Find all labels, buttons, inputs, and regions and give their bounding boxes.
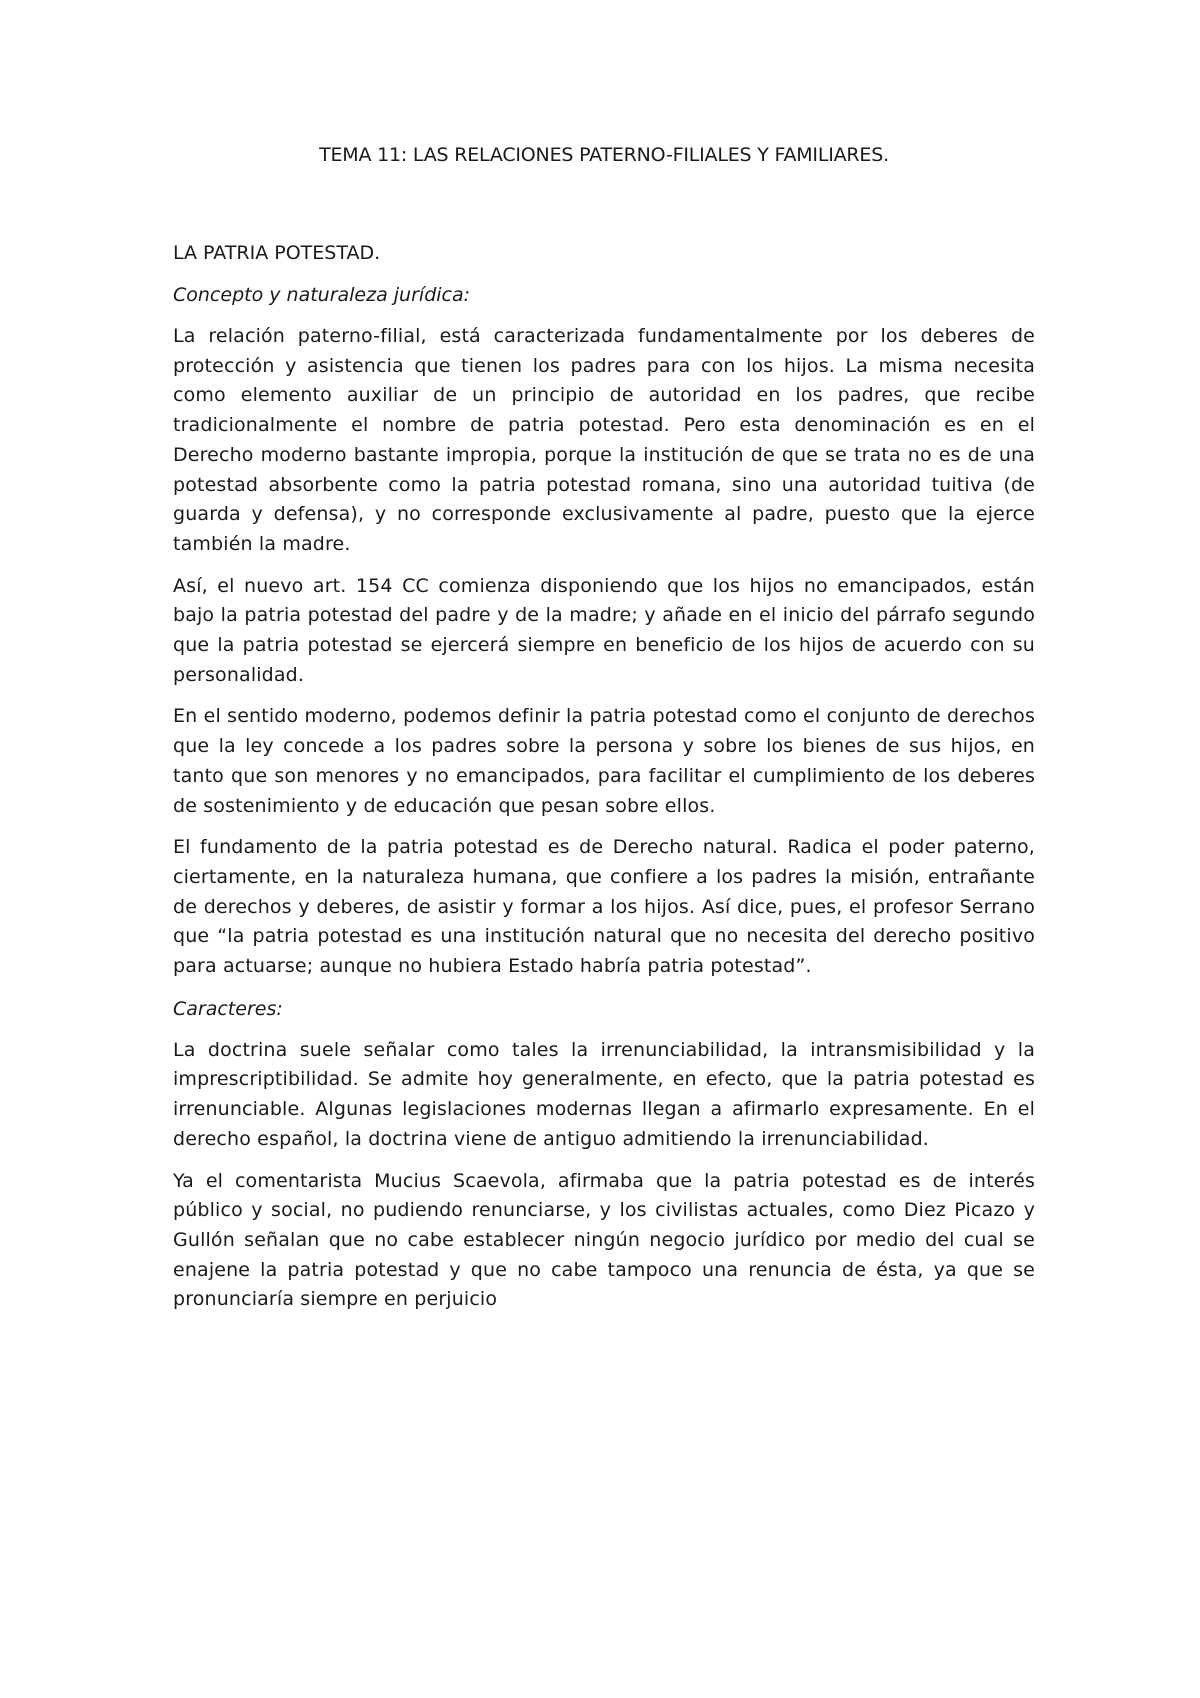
section-title: LA PATRIA POTESTAD.: [173, 242, 381, 264]
paragraph: Ya el comentarista Mucius Scaevola, afirmaba que la patria potestad es de interés público y social, no pudiendo renunciarse, y los civilistas actuales, como Diez Picazo y Gullón señalan que no cabe establecer ningún negocio jurídico por medio del cual se enajene la patria potestad y que no cabe tampoco una renuncia de ésta, ya que se pronunciaría siempre en perjuicio: [173, 1169, 1035, 1311]
subheading-characters: Caracteres:: [173, 997, 283, 1020]
paragraph: En el sentido moderno, podemos definir la patria potestad como el conjunto de derechos que la ley concede a los padres sobre la persona y sobre los bienes de sus hijos, en tanto que son menores y no emancipados, para facilitar el cumplimiento de los deberes de sostenimiento y de educación que pesan sobre ellos.: [173, 705, 1035, 817]
subheading-concept: Concepto y naturaleza jurídica:: [173, 284, 471, 306]
document-page: [173, 140, 1035, 1327]
paragraph: Así, el nuevo art. 154 CC comienza disponiendo que los hijos no emancipados, están bajo la patria potestad del padre y de la madre; y añade en el inicio del párrafo segundo que la patria potestad se ejercerá siempre en beneficio de los hijos de acuerdo con su personalidad.: [173, 574, 1035, 686]
paragraph: La doctrina suele señalar como tales la irrenunciabilidad, la intransmisibilidad y la imprescriptibilidad. Se admite hoy generalmente, en efecto, que la patria potestad es irrenunciable. Algunas legislaciones modernas llegan a afirmarlo expresamente. En el derecho español, la doctrina viene de antiguo admitiendo la irrenunciabilidad.: [173, 1038, 1035, 1150]
document-title: TEMA 11: LAS RELACIONES PATERNO-FILIALES Y FAMILIARES.: [319, 144, 889, 166]
paragraph: El fundamento de la patria potestad es de Derecho natural. Radica el poder paterno, ciertamente, en la naturaleza humana, que confiere a los padres la misión, entrañante de derechos y deberes, de asistir y formar a los hijos. Así dice, pues, el profesor Serrano que “la patria potestad es una institución natural que no necesita del derecho positivo para actuarse; aunque no hubiera Estado habría patria potestad”.: [173, 836, 1035, 978]
paragraph: La relación paterno-filial, está caracterizada fundamentalmente por los deberes de protección y asistencia que tienen los padres para con los hijos. La misma necesita como elemento auxiliar de un principio de autoridad en los padres, que recibe tradicionalmente el nombre de patria potestad. Pero esta denominación es en el Derecho moderno bastante impropia, porque la institución de que se trata no es de una potestad absorbente como la patria potestad romana, sino una autoridad tuitiva (de guarda y defensa), y no corresponde exclusivamente al padre, puesto que la ejerce también la madre.: [173, 325, 1035, 555]
